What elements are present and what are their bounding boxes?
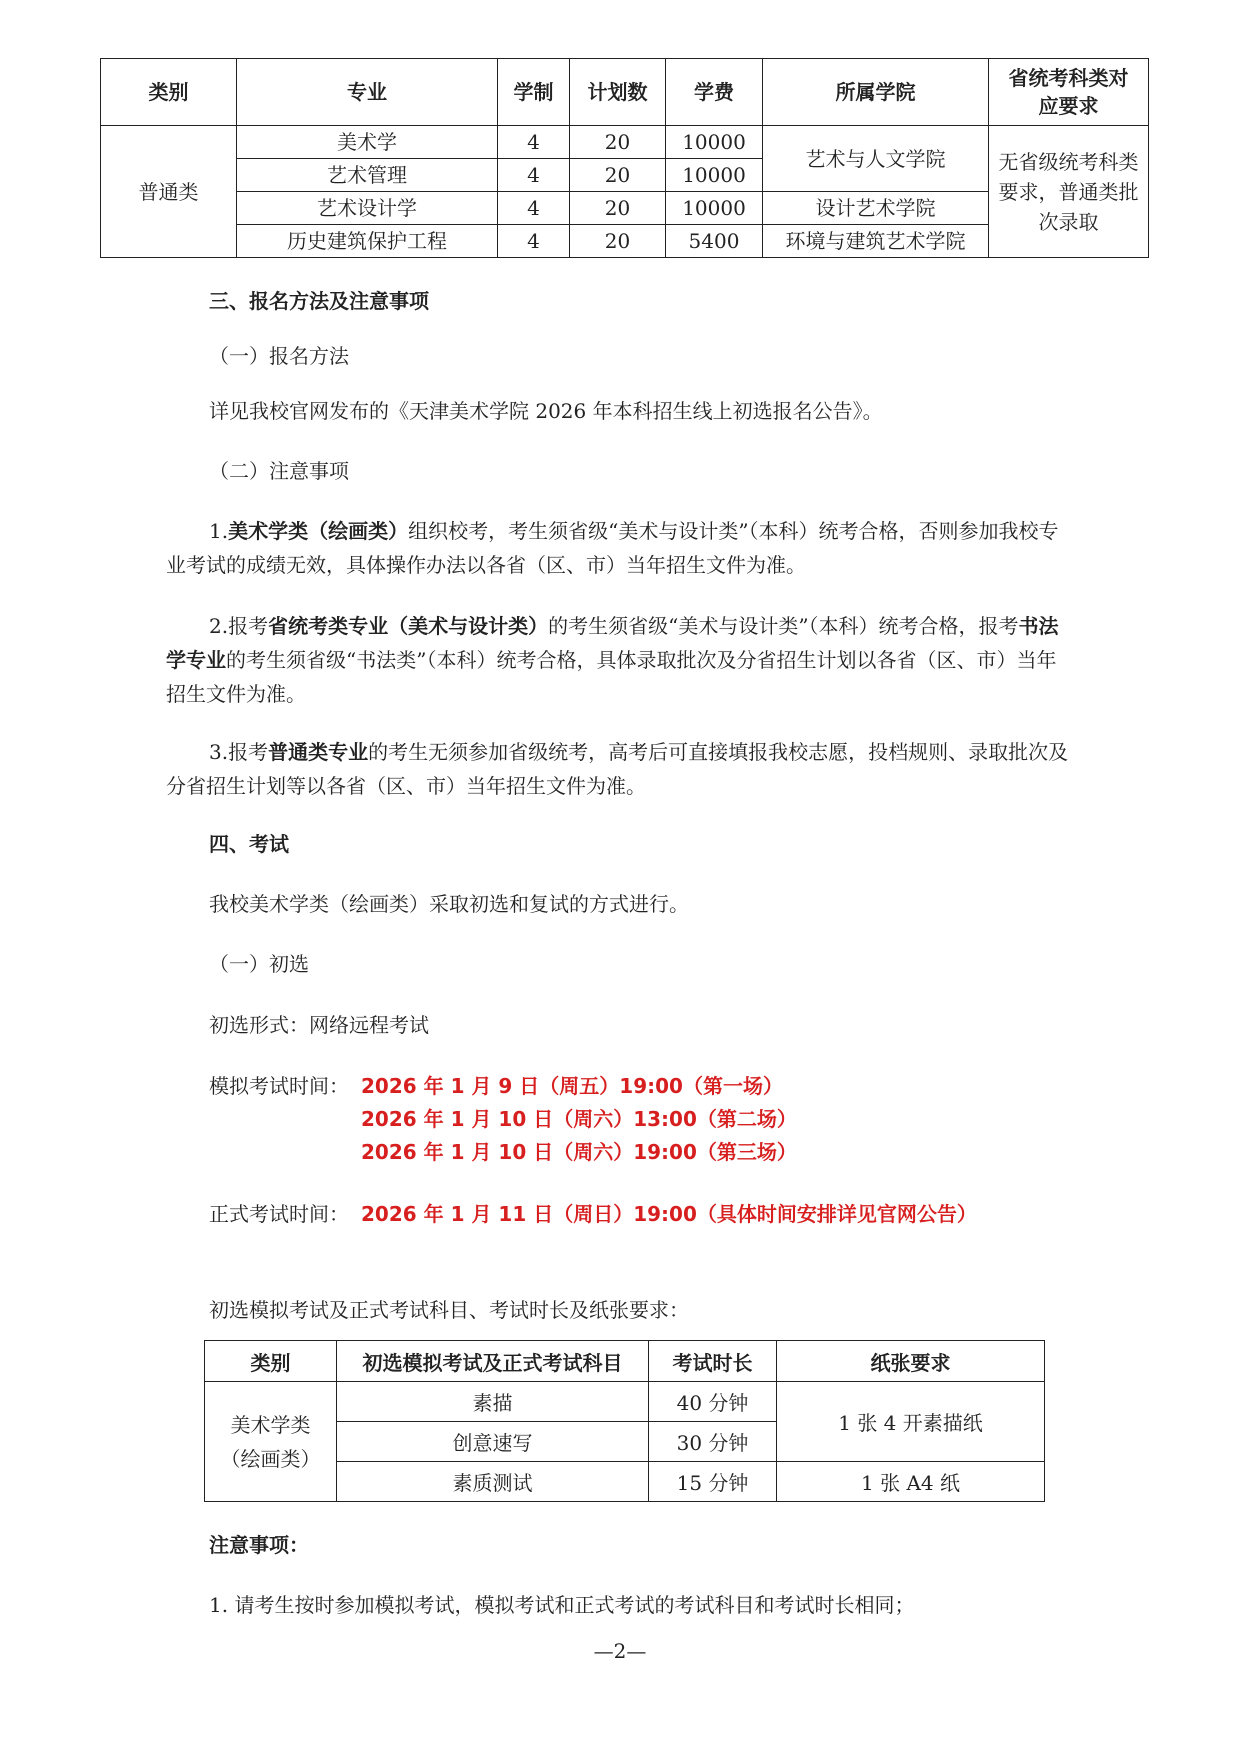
mock-time-2: 2026 年 1 月 10 日（周六）13:00（第二场）	[361, 1107, 797, 1131]
subsection-heading: （二）注意事项	[209, 459, 349, 483]
mock-time-1: 2026 年 1 月 9 日（周五）19:00（第一场）	[361, 1074, 783, 1098]
plan-cell: 20	[570, 192, 666, 225]
major-cell: 艺术设计学	[237, 192, 498, 225]
col-header-subject: 初选模拟考试及正式考试科目	[337, 1341, 649, 1382]
major-cell: 历史建筑保护工程	[237, 225, 498, 258]
subject-cell: 素描	[337, 1382, 649, 1422]
years-cell: 4	[498, 225, 570, 258]
section-heading: 四、考试	[209, 832, 289, 856]
page-number: —2—	[593, 1639, 647, 1663]
note-item-2: 2.报考省统考类专业（美术与设计类）的考生须省级“美术与设计类”（本科）统考合格，报考书法学专业的考生须省级“书法类”（本科）统考合格，具体录取批次及分省招生计划以各省（区、市）当年招生文件为准。	[166, 614, 1059, 706]
majors-table-header	[101, 59, 1149, 126]
table-row	[205, 1382, 1045, 1422]
note-item-1: 1.美术学类（绘画类）组织校考，考生须省级“美术与设计类”（本科）统考合格，否则参加我校专业考试的成绩无效，具体操作办法以各省（区、市）当年招生文件为准。	[166, 519, 1059, 577]
plan-cell: 20	[570, 126, 666, 159]
paper-cell: 1 张 A4 纸	[777, 1462, 1045, 1502]
col-header-college: 所属学院	[763, 59, 989, 126]
col-header-requirement: 省统考科类对应要求	[989, 59, 1149, 126]
category-cell: 普通类	[101, 126, 237, 258]
subsection-heading: （一）报名方法	[209, 344, 349, 368]
table-row	[101, 126, 1149, 159]
exam-form: 初选形式：网络远程考试	[209, 1013, 429, 1037]
paragraph: 我校美术学类（绘画类）采取初选和复试的方式进行。	[209, 892, 689, 916]
note-item-3: 3.报考普通类专业的考生无须参加省级统考，高考后可直接填报我校志愿，投档规则、录取批次及分省招生计划等以各省（区、市）当年招生文件为准。	[166, 740, 1069, 798]
col-header-category: 类别	[101, 59, 237, 126]
requirement-cell: 无省级统考科类要求，普通类批次录取	[989, 126, 1149, 258]
notes-heading: 注意事项：	[209, 1533, 309, 1557]
mock-time-3: 2026 年 1 月 10 日（周六）19:00（第三场）	[361, 1140, 797, 1164]
subject-cell: 素质测试	[337, 1462, 649, 1502]
subsection-heading: （一）初选	[209, 952, 309, 976]
mock-exam-label: 模拟考试时间：	[209, 1074, 349, 1098]
formal-exam-time: 2026 年 1 月 11 日（周日）19:00（具体时间安排详见官网公告）	[361, 1202, 977, 1226]
col-header-fee: 学费	[666, 59, 763, 126]
fee-cell: 5400	[666, 225, 763, 258]
col-header-paper: 纸张要求	[777, 1341, 1045, 1382]
years-cell: 4	[498, 126, 570, 159]
college-cell: 环境与建筑艺术学院	[763, 225, 989, 258]
category-cell: 美术学类（绘画类）	[205, 1382, 337, 1502]
table-caption: 初选模拟考试及正式考试科目、考试时长及纸张要求：	[209, 1298, 689, 1322]
duration-cell: 30 分钟	[649, 1422, 777, 1462]
duration-cell: 15 分钟	[649, 1462, 777, 1502]
plan-cell: 20	[570, 225, 666, 258]
major-cell: 艺术管理	[237, 159, 498, 192]
majors-table	[100, 58, 1149, 258]
col-header-category: 类别	[205, 1341, 337, 1382]
col-header-duration: 考试时长	[649, 1341, 777, 1382]
major-cell: 美术学	[237, 126, 498, 159]
col-header-plan: 计划数	[570, 59, 666, 126]
years-cell: 4	[498, 192, 570, 225]
col-header-major: 专业	[237, 59, 498, 126]
col-header-years: 学制	[498, 59, 570, 126]
fee-cell: 10000	[666, 192, 763, 225]
exam-subjects-table	[204, 1340, 1045, 1502]
duration-cell: 40 分钟	[649, 1382, 777, 1422]
formal-exam-label: 正式考试时间：	[209, 1202, 349, 1226]
college-cell: 艺术与人文学院	[763, 126, 989, 192]
plan-cell: 20	[570, 159, 666, 192]
years-cell: 4	[498, 159, 570, 192]
college-cell: 设计艺术学院	[763, 192, 989, 225]
notes-item-1: 1. 请考生按时参加模拟考试，模拟考试和正式考试的考试科目和考试时长相同；	[209, 1593, 915, 1617]
paragraph: 详见我校官网发布的《天津美术学院 2026 年本科招生线上初选报名公告》。	[209, 399, 883, 423]
subject-cell: 创意速写	[337, 1422, 649, 1462]
paper-cell: 1 张 4 开素描纸	[777, 1382, 1045, 1462]
section-heading: 三、报名方法及注意事项	[209, 289, 429, 313]
fee-cell: 10000	[666, 126, 763, 159]
exam-table-header	[205, 1341, 1045, 1382]
fee-cell: 10000	[666, 159, 763, 192]
